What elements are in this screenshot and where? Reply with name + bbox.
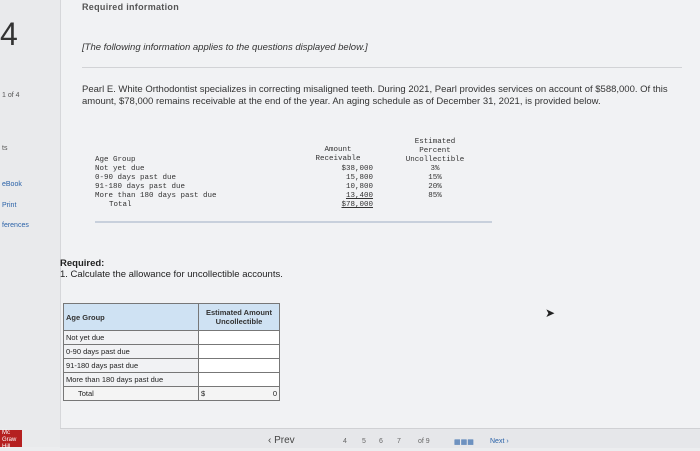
question-counter: 1 of 4 bbox=[2, 92, 20, 99]
table-row bbox=[64, 359, 280, 373]
aging-row-label: More than 180 days past due bbox=[95, 192, 217, 200]
page-link[interactable]: 4 bbox=[343, 438, 347, 445]
answer-total-row bbox=[64, 387, 280, 401]
grid-icon[interactable]: ▦▦▦ bbox=[454, 439, 474, 446]
table-row bbox=[64, 373, 280, 387]
answer-row-label: More than 180 days past due bbox=[64, 373, 199, 387]
aging-row-amount: 10,800 bbox=[345, 183, 373, 191]
answer-input[interactable] bbox=[199, 331, 280, 345]
schedule-rule bbox=[95, 221, 492, 223]
main-content bbox=[60, 0, 700, 447]
divider bbox=[82, 67, 682, 68]
page-link[interactable]: 6 bbox=[379, 438, 383, 445]
next-button[interactable] bbox=[490, 438, 509, 445]
prev-button[interactable] bbox=[268, 435, 295, 446]
answer-total-value: 0 bbox=[272, 389, 277, 398]
problem-text: Pearl E. White Orthodontist specializes in correcting misaligned teeth. During 2021, Pearl provides services on account of $588,000. Of this amount, $78,000 remains receivable at the end of the year. An aging schedule as of December 31, 2021, is provided below. bbox=[82, 84, 668, 107]
aging-row-percent: 20% bbox=[428, 183, 442, 191]
left-rail bbox=[0, 0, 61, 450]
answer-total-cell bbox=[199, 387, 280, 401]
required-section bbox=[60, 258, 283, 280]
intro-text: [The following information applies to the questions displayed below.] bbox=[82, 42, 368, 53]
answer-row-label: 91-180 days past due bbox=[64, 359, 199, 373]
next-label: Next bbox=[490, 438, 505, 445]
rail-fragment: ts bbox=[2, 145, 8, 152]
print-link[interactable]: Print bbox=[2, 202, 17, 209]
answer-input[interactable] bbox=[199, 345, 280, 359]
references-link[interactable]: ferences bbox=[2, 222, 29, 229]
page-link[interactable]: 5 bbox=[362, 438, 366, 445]
required-item: 1. Calculate the allowance for uncollectible accounts. bbox=[60, 269, 283, 280]
prev-label: Prev bbox=[274, 435, 295, 446]
header-amount-l2: Receivable bbox=[315, 155, 361, 163]
answer-header-amount: Estimated Amount Uncollectible bbox=[199, 304, 280, 331]
answer-input[interactable] bbox=[199, 359, 280, 373]
page-total: of 9 bbox=[418, 438, 430, 445]
chevron-right-icon: › bbox=[506, 438, 509, 445]
header-percent-l3: Uncollectible bbox=[405, 156, 465, 164]
header-percent-l1: Estimated bbox=[414, 138, 456, 146]
header-age-group: Age Group bbox=[95, 156, 136, 164]
currency-symbol: $ bbox=[201, 389, 206, 398]
aging-row-amount: $38,000 bbox=[341, 165, 373, 173]
answer-input[interactable] bbox=[199, 373, 280, 387]
page-link[interactable]: 7 bbox=[397, 438, 401, 445]
chevron-left-icon: ‹ bbox=[268, 435, 272, 446]
aging-row-percent: 85% bbox=[428, 192, 442, 200]
brand-logo: Mc Graw Hill bbox=[0, 430, 22, 447]
aging-row-amount: 15,800 bbox=[345, 174, 373, 182]
aging-row-label: Not yet due bbox=[95, 165, 145, 173]
table-row bbox=[64, 331, 280, 345]
answer-table bbox=[63, 303, 280, 401]
cursor-icon: ➤ bbox=[545, 306, 556, 320]
required-heading: Required: bbox=[60, 258, 105, 269]
answer-header-row bbox=[64, 304, 280, 331]
question-number: 4 bbox=[0, 16, 18, 52]
bottom-nav bbox=[60, 428, 700, 448]
answer-header-group: Age Group bbox=[64, 304, 199, 331]
answer-row-label: Not yet due bbox=[64, 331, 199, 345]
header-amount-l1: Amount bbox=[324, 146, 352, 154]
aging-row-label: 0-90 days past due bbox=[95, 174, 177, 182]
header-amount bbox=[305, 146, 371, 164]
ebook-link[interactable]: eBook bbox=[2, 181, 22, 188]
header-percent bbox=[400, 138, 470, 165]
answer-total-label: Total bbox=[64, 387, 199, 401]
aging-row-percent: 15% bbox=[428, 174, 442, 182]
aging-total-amount: $78,000 bbox=[341, 201, 373, 209]
aging-row-amount: 13,400 bbox=[345, 192, 373, 200]
aging-row-label: 91-180 days past due bbox=[95, 183, 186, 191]
aging-row-percent: 3% bbox=[430, 165, 440, 173]
answer-row-label: 0-90 days past due bbox=[64, 345, 199, 359]
table-row bbox=[64, 345, 280, 359]
required-info-title: Required information bbox=[82, 2, 180, 12]
aging-schedule bbox=[95, 134, 492, 226]
aging-total-label: Total bbox=[109, 201, 132, 209]
header-percent-l2: Percent bbox=[419, 147, 451, 155]
